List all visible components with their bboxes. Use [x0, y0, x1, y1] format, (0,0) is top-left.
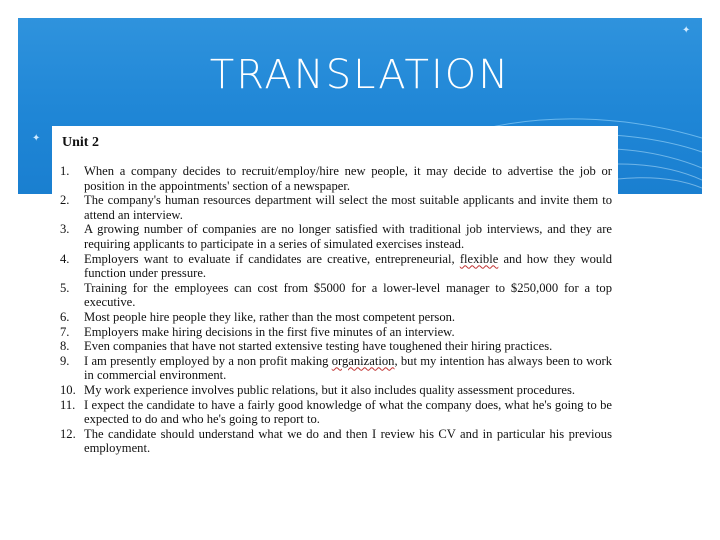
- item-number: 4.: [60, 251, 70, 266]
- item-number: 9.: [60, 353, 70, 368]
- item-number: 12.: [60, 426, 76, 441]
- item-text: Employers want to evaluate if candidates are creative, entrepreneurial,: [84, 251, 460, 266]
- item-text: and how they would function under pressure.: [84, 251, 612, 281]
- item-text: The company's human resources department will select the most suitable applicants and invite them to attend an interview.: [84, 193, 612, 222]
- list-item: [60, 383, 612, 398]
- item-number: 10.: [60, 382, 76, 397]
- unit-heading: Unit 2: [62, 135, 99, 150]
- item-text: The candidate should understand what we do and then I review his CV and in particular his previous employment.: [84, 426, 612, 456]
- item-text: When a company decides to recruit/employ/hire new people, it may decide to advertise the job or position in the appointments' section of a newspaper.: [84, 164, 612, 193]
- item-number: 5.: [60, 280, 70, 295]
- spellcheck-word: flexible: [459, 251, 499, 266]
- spellcheck-word: organization: [331, 353, 395, 368]
- sparkle-icon: ✦: [682, 25, 691, 36]
- item-text: I am presently employed by a non profit making: [84, 353, 332, 368]
- item-text: I expect the candidate to have a fairly good knowledge of what the company does, what he's going to be expected to do and who he's going to report to.: [84, 397, 612, 427]
- item-number: 8.: [60, 339, 70, 354]
- list-item: [60, 222, 612, 251]
- item-text: , but my intention has always been to work in commercial environment.: [84, 353, 612, 383]
- item-number: 3.: [60, 222, 70, 237]
- item-text: Employers make hiring decisions in the first five minutes of an interview.: [84, 324, 455, 339]
- list-item: [60, 193, 612, 222]
- document-page: [52, 126, 618, 486]
- item-number: 2.: [60, 193, 70, 208]
- item-text: My work experience involves public relations, but it also includes quality assessment procedures.: [84, 382, 576, 397]
- item-number: 7.: [60, 324, 70, 339]
- list-item: [60, 339, 612, 354]
- list-item: [60, 398, 612, 427]
- item-text: Most people hire people they like, rather than the most competent person.: [84, 309, 456, 324]
- list-item: [60, 281, 612, 310]
- sparkle-icon: ✦: [32, 133, 41, 144]
- list-item: [60, 427, 612, 456]
- list-item: [60, 310, 612, 325]
- list-item: [60, 252, 612, 281]
- list-item: [60, 325, 612, 340]
- item-text: Even companies that have not started extensive testing have toughened their hiring practices.: [84, 339, 553, 354]
- slide-title: TRANSLATION: [209, 52, 511, 98]
- list-item: [60, 164, 612, 193]
- item-text: Training for the employees can cost from $5000 for a lower-level manager to $250,000 for a top executive.: [84, 280, 612, 310]
- sentence-list: [60, 164, 612, 456]
- item-number: 6.: [60, 309, 70, 324]
- item-number: 11.: [60, 397, 76, 412]
- item-text: A growing number of companies are no longer satisfied with traditional job interviews, and they are requiring applicants to participate in a series of simulated exercises instead.: [84, 222, 612, 251]
- item-number: 1.: [60, 164, 70, 178]
- list-item: [60, 354, 612, 383]
